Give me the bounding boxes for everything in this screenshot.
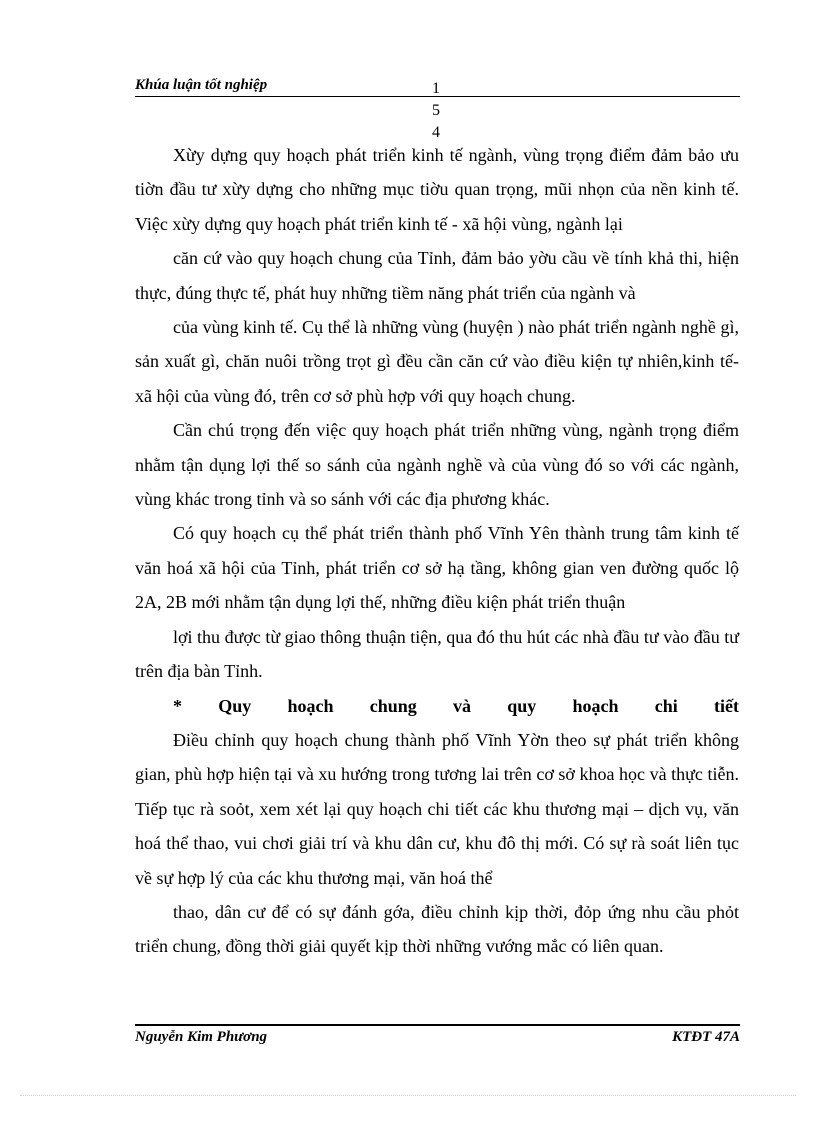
paragraph: lợi thu được từ giao thông thuận tiện, qua đó thu hút các nhà đầu tư vào đầu tư trên địa bàn Tỉnh. <box>135 626 739 682</box>
page-number <box>430 78 442 144</box>
document-body <box>135 138 739 964</box>
page-number-digit: 4 <box>432 124 440 141</box>
page-number-digit: 5 <box>432 102 440 119</box>
footer-rule <box>135 1024 740 1026</box>
paragraph: thao, dân cư để có sự đánh gớa, điều chỉnh kịp thời, đỏp ứng nhu cầu phỏt triển chung, đồng thời giải quyết kịp thời những vướng mắc có liên quan. <box>135 901 739 957</box>
footer-class-code: KTĐT 47A <box>672 1029 740 1045</box>
header-title: Khúa luận tốt nghiệp <box>135 77 268 93</box>
paragraph: Xừy dựng quy hoạch phát triển kinh tế ngành, vùng trọng điểm đảm bảo ưu tiờn đầu tư xừy dựng cho những mục tiờu quan trọng, mũi nhọn của nền kinh tế. Việc xừy dựng quy hoạch phát triển kinh tế - xã hội vùng, ngành lại <box>135 145 739 234</box>
paragraph: Cần chú trọng đến việc quy hoạch phát triển những vùng, ngành trọng điểm nhằm tận dụng lợi thế so sánh của ngành nghề và của vùng đó so với các ngành, vùng khác trong tỉnh và so sánh với các địa phương khác. <box>135 420 739 510</box>
page-number-digit: 1 <box>432 80 440 97</box>
section-heading: * Quy hoạch chung và quy hoạch chi tiết <box>173 695 739 716</box>
paragraph: Có quy hoạch cụ thể phát triển thành phố Vĩnh Yên thành trung tâm kinh tế văn hoá xã hội của Tỉnh, phát triển cơ sở hạ tầng, không gian ven đường quốc lộ 2A, 2B mới nhằm tận dụng lợi thế, những điều kiện phát triển thuận <box>135 523 739 613</box>
paragraph: căn cứ vào quy hoạch chung của Tỉnh, đảm bảo yờu cầu về tính khả thi, hiện thực, đúng thực tế, phát huy những tiềm năng phát triển của ngành và <box>135 248 739 303</box>
paragraph: Điều chỉnh quy hoạch chung thành phố Vĩnh Yờn theo sự phát triển không gian, phù hợp hiện tại và xu hướng trong tương lai trên cơ sở khoa học và thực tiễn. Tiếp tục rà soỏt, xem xét lại quy hoạch chi tiết các khu thương mại – dịch vụ, văn hoá thể thao, vui chơi giải trí và khu dân cư, khu đô thị mới. Có sự rà soát liên tục về sự hợp lý của các khu thương mại, văn hoá thể <box>135 729 739 888</box>
header-rule <box>135 96 740 97</box>
paragraph: của vùng kinh tế. Cụ thể là những vùng (huyện ) nào phát triển ngành nghề gì, sản xuất gì, chăn nuôi trồng trọt gì đều cần căn cứ vào điều kiện tự nhiên,kinh tế- xã hội của vùng đó, trên cơ sở phù hợp với quy hoạch chung. <box>135 317 739 406</box>
page-edge-divider <box>20 1095 796 1096</box>
footer-author: Nguyễn Kim Phương <box>135 1029 268 1045</box>
